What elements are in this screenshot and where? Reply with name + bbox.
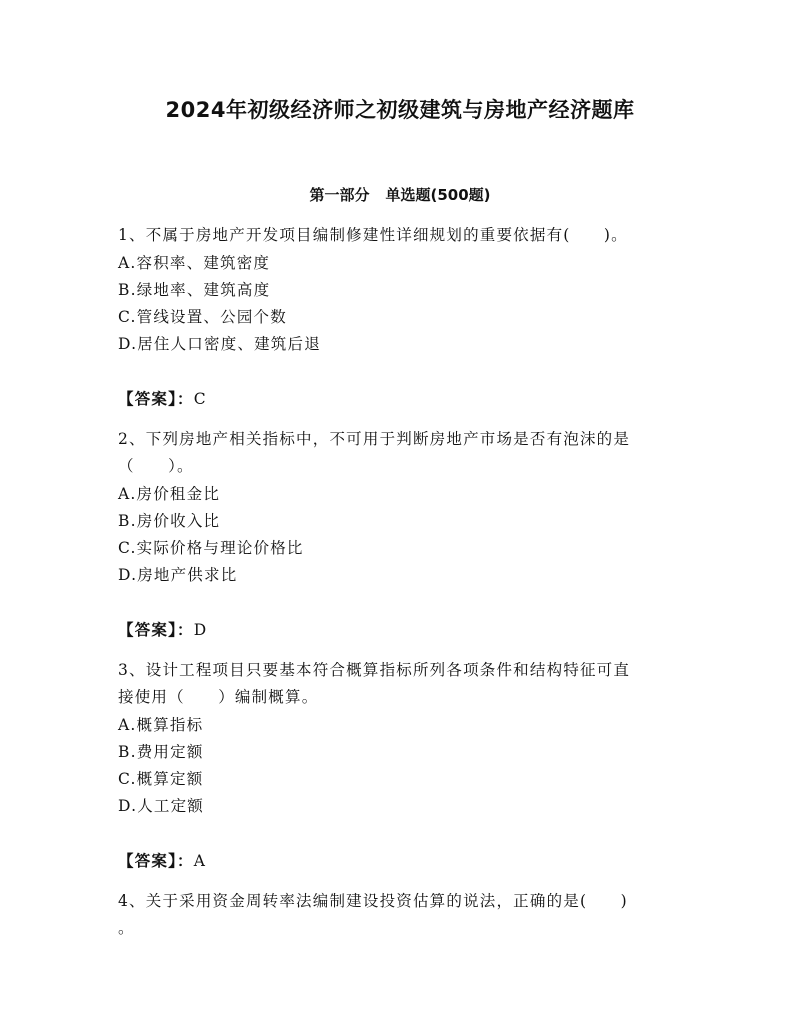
- question-2-stem-line-2: （ ）。: [118, 457, 194, 475]
- document-title: 2024年初级经济师之初级建筑与房地产经济题库: [165, 98, 635, 122]
- question-1-answer: [118, 388, 688, 410]
- answer-label: 【答案】：: [118, 621, 194, 639]
- section-name: 单选题(500题): [385, 186, 491, 204]
- section-part: 第一部分: [309, 186, 370, 204]
- question-2-stem-line-1: 2、下列房地产相关指标中，不可用于判断房地产市场是否有泡沫的是: [118, 430, 631, 448]
- question-3-answer: [118, 850, 688, 872]
- answer-value: D: [193, 621, 208, 639]
- question-1-option-c: C.管线设置、公园个数: [118, 308, 287, 326]
- question-3-option-b: B.费用定额: [118, 743, 204, 761]
- question-3-stem-line-1: 3、设计工程项目只要基本符合概算指标所列各项条件和结构特征可直: [118, 661, 631, 679]
- question-1-stem: 1、不属于房地产开发项目编制修建性详细规划的重要依据有( )。: [118, 226, 628, 244]
- question-2-option-a: A.房价租金比: [118, 485, 221, 503]
- question-2-answer: [118, 619, 688, 641]
- question-1-option-d: D.居住人口密度、建筑后退: [118, 335, 321, 353]
- question-3-option-d: D.人工定额: [118, 797, 205, 815]
- question-2-option-b: B.房价收入比: [118, 512, 221, 530]
- question-3-option-c: C.概算定额: [118, 770, 204, 788]
- section-heading: [0, 184, 800, 206]
- answer-label: 【答案】：: [118, 852, 194, 870]
- answer-value: C: [193, 390, 207, 408]
- question-4-stem-line-2: 。: [118, 919, 135, 937]
- question-3-stem-line-2: 接使用（ ）编制概算。: [118, 688, 319, 706]
- question-1-option-a: A.容积率、建筑密度: [118, 254, 271, 272]
- question-3-option-a: A.概算指标: [118, 716, 204, 734]
- question-1-option-b: B.绿地率、建筑高度: [118, 281, 271, 299]
- question-2-option-c: C.实际价格与理论价格比: [118, 539, 304, 557]
- question-2-option-d: D.房地产供求比: [118, 566, 238, 584]
- answer-value: A: [193, 852, 207, 870]
- answer-label: 【答案】：: [118, 390, 194, 408]
- question-4-stem-line-1: 4、关于采用资金周转率法编制建设投资估算的说法，正确的是( ): [118, 892, 628, 910]
